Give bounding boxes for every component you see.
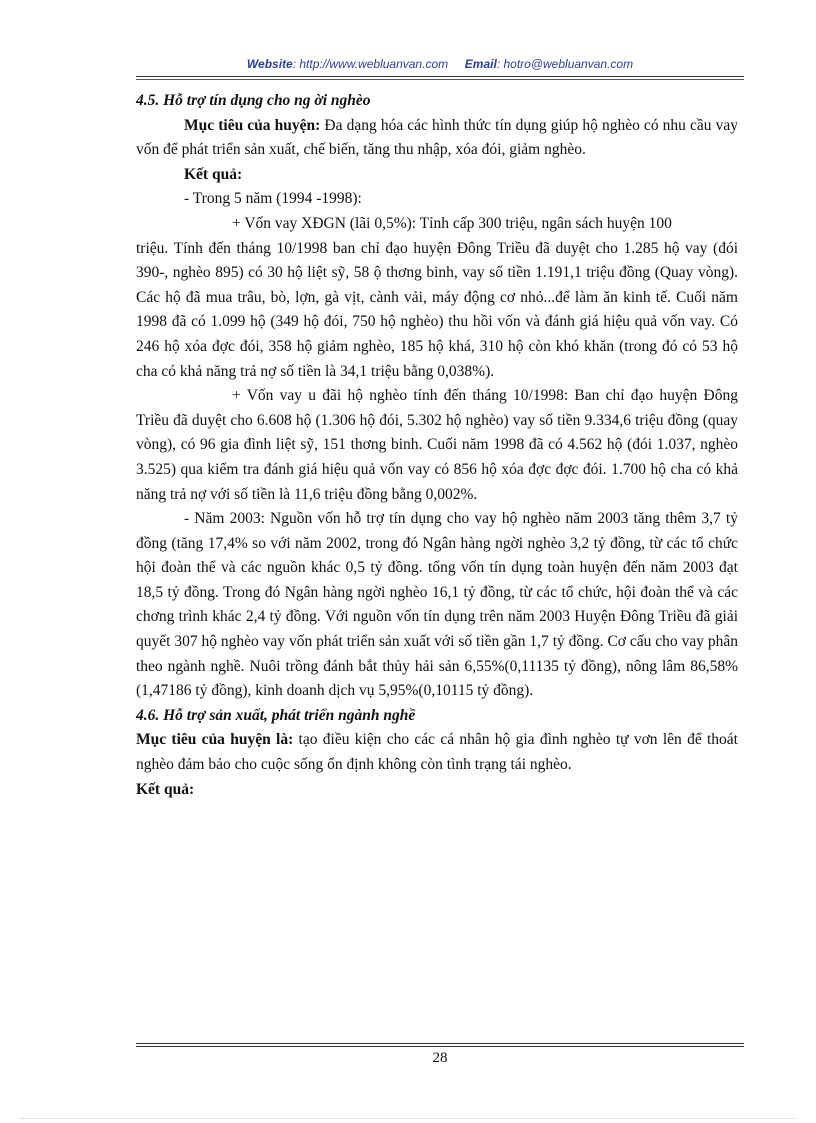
- result-label: Kết quả:: [184, 165, 243, 183]
- page-number: 28: [432, 1050, 448, 1066]
- section-4-6-goal: [136, 728, 738, 777]
- section-4-5-title: 4.5. Hỗ trợ tín dụng cho ng ời nghèo: [136, 92, 371, 109]
- page-edge-dots: [20, 1118, 796, 1119]
- result-label-2: Kết quả:: [136, 780, 195, 798]
- email-link[interactable]: : hotro@webluanvan.com: [496, 57, 634, 71]
- page-header: [136, 57, 744, 71]
- year-2003-paragraph: - Năm 2003: Nguồn vốn hỗ trợ tín dụng cho vay hộ nghèo năm 2003 tăng thêm 3,7 tỷ đồng (tăng 17,4% so với năm 2002, trong đó Ngân hàng ngời nghèo 3,2 tỷ đồng, từ các tổ chức hội đoàn thể và các nguồn khác 0,5 tỷ đồng. tổng vốn tín dụng toàn huyện đến năm 2003 đạt 18,5 tỷ đồng. Trong đó Ngân hàng ngời nghèo 16,1 tỷ đồng, từ các tổ chức, hội đoàn thể và các chơng trình khác 2,4 tỷ đồng. Với nguồn vốn tín dụng trên năm 2003 Huyện Đông Triều đã giải quyết 307 hộ nghèo vay vốn phát triển sản xuất với số tiền gần 1,7 tỷ đồng. Cơ cấu cho vay phân theo ngành nghề. Nuôi trồng đánh bắt thủy hải sản 6,55%(0,11135 tỷ đồng), nông lâm 86,58%(1,47186 tỷ đồng), kinh doanh dịch vụ 5,95%(0,10115 tỷ đồng).: [136, 510, 738, 700]
- website-link[interactable]: : http://www.webluanvan.com: [292, 57, 449, 71]
- footer-divider: [136, 1043, 744, 1047]
- loan2-paragraph: + Vốn vay u đãi hộ nghèo tính đến tháng 10/1998: Ban chỉ đạo huyện Đông Triều đã duyệt cho 6.608 hộ (1.306 hộ đói, 5.302 hộ nghèo) vay số tiền 9.334,6 triệu đồng (quay vòng), có 96 gia đình liệt sỹ, 151 thơng binh. Cuối năm 1998 đã có 4.562 hộ (đói 1.037, nghèo 3.525) qua kiểm tra đánh giá hiệu quả vốn vay có 856 hộ xóa đợc đợc đói. 1.700 hộ cha có khả năng trả nợ với số tiền là 11,6 triệu đồng bằng 0,002%.: [136, 387, 738, 503]
- header-divider: [136, 76, 744, 80]
- document-body: [136, 89, 738, 802]
- section-4-6-title: 4.6. Hỗ trợ sản xuất, phát triển ngành nghề: [136, 706, 416, 724]
- email-label: Email: [464, 57, 497, 71]
- goal-label-2: Mục tiêu của huyện là:: [136, 731, 294, 749]
- website-label: Website: [246, 57, 293, 71]
- goal-label: Mục tiêu của huyện:: [184, 116, 321, 134]
- loan1-paragraph: triệu. Tính đến tháng 10/1998 ban chỉ đạo huyện Đông Triều đã duyệt cho 1.285 hộ vay (đói 390-, nghèo 895) có 30 hộ liệt sỹ, 58 ộ thơng binh, vay số tiền 1.191,1 triệu đồng (Quay vòng). Các hộ đã mua trâu, bò, lợn, gà vịt, cành vải, máy động cơ nhỏ...để làm ăn kinh tế. Cuối năm 1998 đã có 1.099 hộ (349 hộ đói, 750 hộ nghèo) thu hồi vốn và đánh giá hiệu quả vốn vay. Có 246 hộ xóa đợc đói, 358 hộ giảm nghèo, 185 hộ khá, 310 hộ còn khó khăn (trong đó có 53 hộ cha có khả năng trả nợ số tiền là 34,1 triệu bằng 0,038%).: [136, 239, 738, 380]
- loan1-intro: + Vốn vay XĐGN (lãi 0,5%): Tỉnh cấp 300 triệu, ngân sách huyện 100: [232, 214, 672, 232]
- goal-text: Đa dạng hóa các hình thức tín dụng giúp hộ nghèo có nhu cầu vay vốn để phát triển sản xuất, chế biến, tăng thu nhập, xóa đói, giảm nghèo.: [136, 116, 739, 159]
- section-4-5-goal: [136, 114, 738, 163]
- period-line: - Trong 5 năm (1994 -1998):: [184, 190, 362, 208]
- goal-text-2: tạo điều kiện cho các cá nhân hộ gia đình nghèo tự vơn lên để thoát nghèo đảm bảo cho cuộc sống ổn định không còn tình trạng tái nghèo.: [136, 731, 738, 774]
